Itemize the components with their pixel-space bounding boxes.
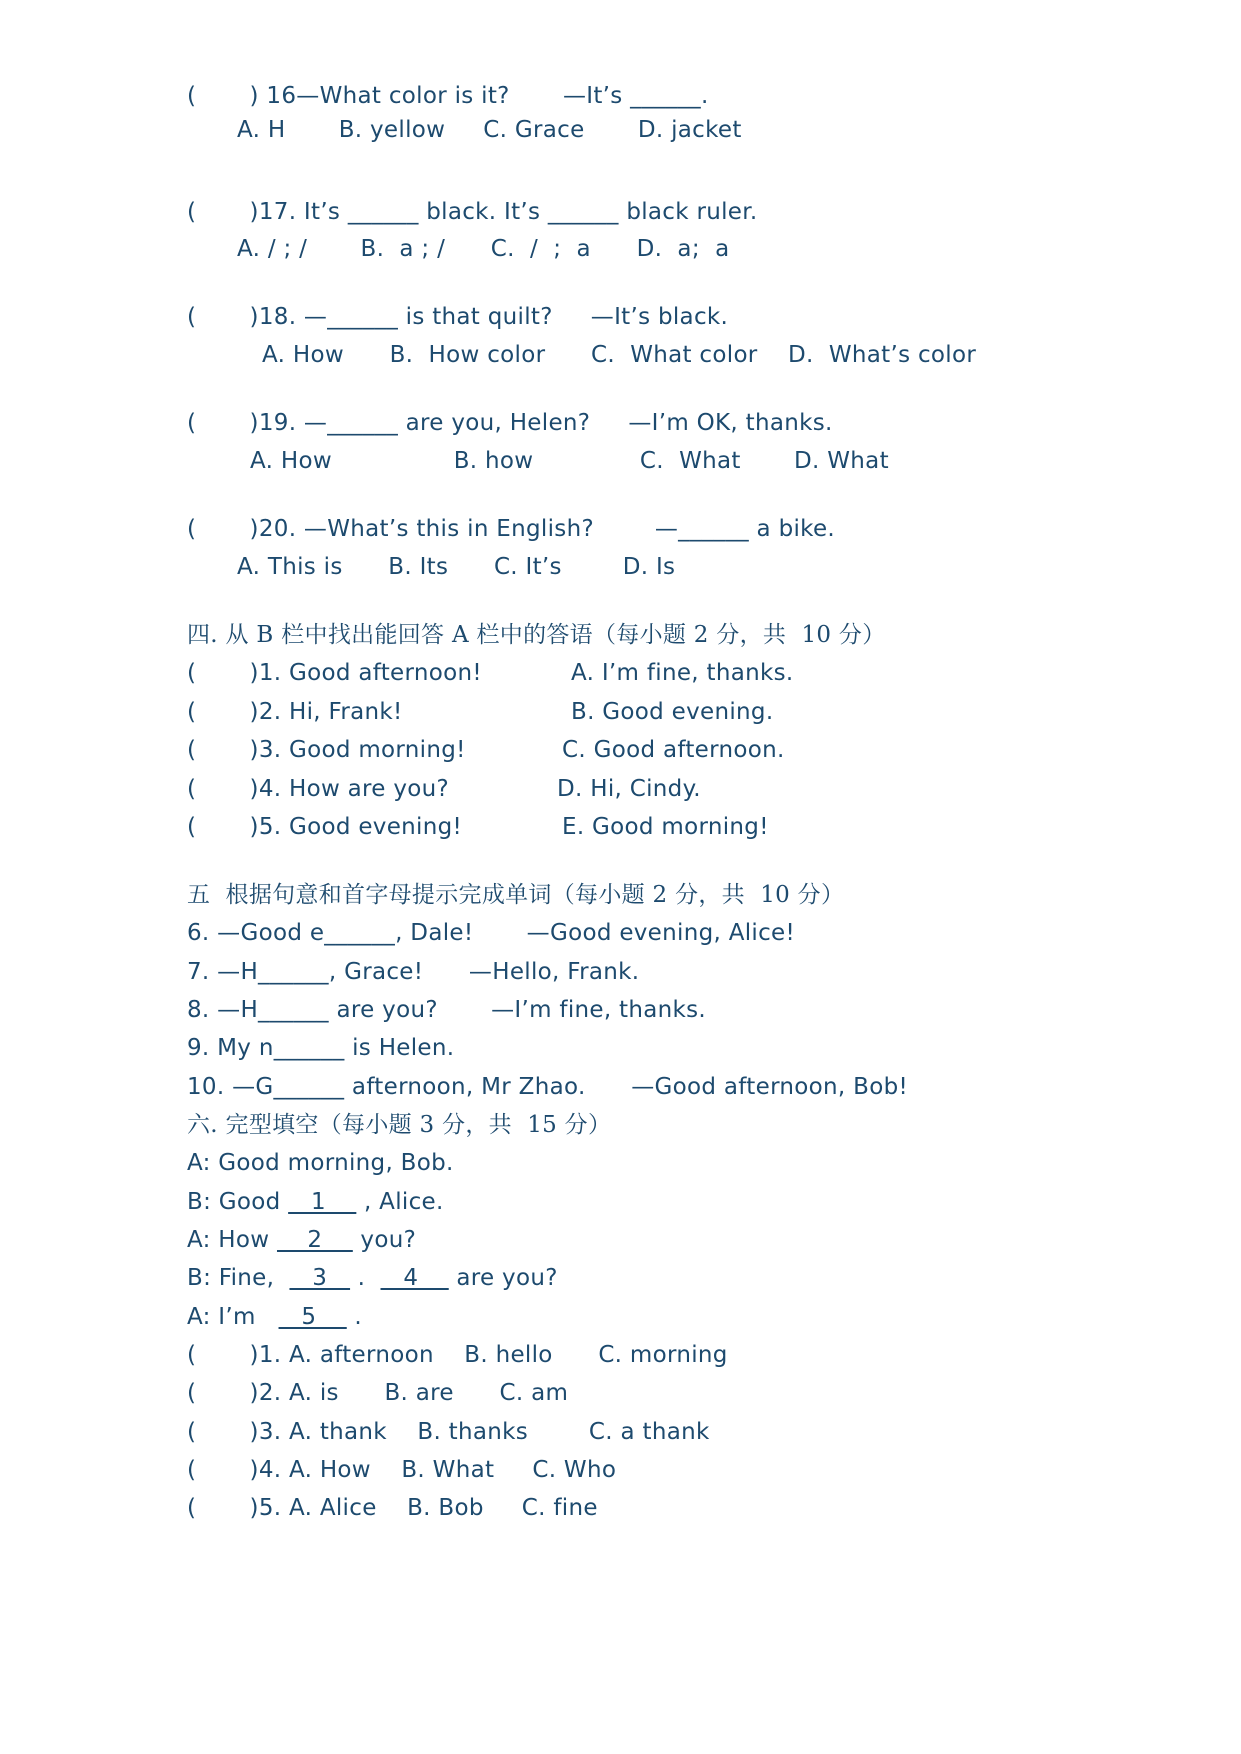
- dialogue-line-3: [187, 1225, 416, 1255]
- mc-17-options: A. / ; / B. a ; / C. / ; a D. a; a: [237, 236, 730, 262]
- match-row-4: [0, 774, 1241, 804]
- mc-17-question: ( )17. It’s ______ black. It’s ______ black ruler.: [187, 199, 758, 225]
- match-answer: C. Good afternoon.: [562, 737, 785, 763]
- cloze-choice-3: ( )3. A. thank B. thanks C. a thank: [187, 1419, 710, 1445]
- mc-16-options: A. H B. yellow C. Grace D. jacket: [237, 117, 742, 143]
- match-answer: E. Good morning!: [562, 814, 769, 840]
- cloze-choice-5: ( )5. A. Alice B. Bob C. fine: [187, 1495, 598, 1521]
- match-row-2: [0, 697, 1241, 727]
- dialogue-text: B: Good: [187, 1189, 289, 1215]
- match-row-5: [0, 812, 1241, 842]
- cloze-choice-1: ( )1. A. afternoon B. hello C. morning: [187, 1342, 728, 1368]
- fill-line-8: 8. —H______ are you? —I’m fine, thanks.: [187, 997, 707, 1023]
- dialogue-text: A: I’m: [187, 1304, 279, 1330]
- dialogue-text: are you?: [448, 1265, 558, 1291]
- cloze-choice-4: ( )4. A. How B. What C. Who: [187, 1457, 617, 1483]
- dialogue-text: B: Fine,: [187, 1265, 290, 1291]
- match-question: ( )2. Hi, Frank!: [187, 699, 403, 725]
- dialogue-line-4: [187, 1263, 558, 1293]
- match-question: ( )5. Good evening!: [187, 814, 463, 840]
- dialogue-text: A: How: [187, 1227, 277, 1253]
- blank-1: 1: [288, 1189, 357, 1215]
- section4-heading: 四. 从 B 栏中找出能回答 A 栏中的答语（每小题 2 分，共 10 分）: [187, 622, 886, 648]
- mc-20-question: ( )20. —What’s this in English? —______ a bike.: [187, 516, 836, 542]
- fill-line-10: 10. —G______ afternoon, Mr Zhao. —Good afternoon, Bob!: [187, 1074, 909, 1100]
- mc-19-question: ( )19. —______ are you, Helen? —I’m OK, thanks.: [187, 410, 833, 436]
- fill-line-7: 7. —H______, Grace! —Hello, Frank.: [187, 959, 640, 985]
- fill-line-6: 6. —Good e______, Dale! —Good evening, Alice!: [187, 920, 796, 946]
- section6-heading: 六. 完型填空（每小题 3 分，共 15 分）: [187, 1112, 612, 1138]
- match-answer: B. Good evening.: [571, 699, 774, 725]
- blank-3: 3: [289, 1265, 351, 1291]
- dialogue-line-1: A: Good morning, Bob.: [187, 1150, 454, 1176]
- dialogue-line-5: [187, 1302, 362, 1332]
- mc-18-options: A. How B. How color C. What color D. What’s color: [262, 342, 977, 368]
- cloze-choice-2: ( )2. A. is B. are C. am: [187, 1380, 569, 1406]
- dialogue-line-2: [187, 1187, 444, 1217]
- match-row-1: [0, 658, 1241, 688]
- match-row-3: [0, 735, 1241, 765]
- mc-18-question: ( )18. —______ is that quilt? —It’s black.: [187, 304, 729, 330]
- blank-2: 2: [276, 1227, 353, 1253]
- blank-4: 4: [380, 1265, 449, 1291]
- match-question: ( )3. Good morning!: [187, 737, 466, 763]
- dialogue-text: , Alice.: [356, 1189, 444, 1215]
- match-question: ( )4. How are you?: [187, 776, 450, 802]
- mc-16-question: ( ) 16—What color is it? —It’s ______.: [187, 83, 709, 109]
- match-answer: A. I’m fine, thanks.: [571, 660, 794, 686]
- blank-5: 5: [278, 1304, 347, 1330]
- match-question: ( )1. Good afternoon!: [187, 660, 482, 686]
- mc-19-options: A. How B. how C. What D. What: [250, 448, 889, 474]
- dialogue-text: .: [350, 1265, 381, 1291]
- mc-20-options: A. This is B. Its C. It’s D. Is: [237, 554, 676, 580]
- match-answer: D. Hi, Cindy.: [557, 776, 701, 802]
- section5-heading: 五 根据句意和首字母提示完成单词（每小题 2 分，共 10 分）: [187, 882, 845, 908]
- dialogue-text: you?: [352, 1227, 417, 1253]
- dialogue-text: .: [346, 1304, 362, 1330]
- fill-line-9: 9. My n______ is Helen.: [187, 1035, 455, 1061]
